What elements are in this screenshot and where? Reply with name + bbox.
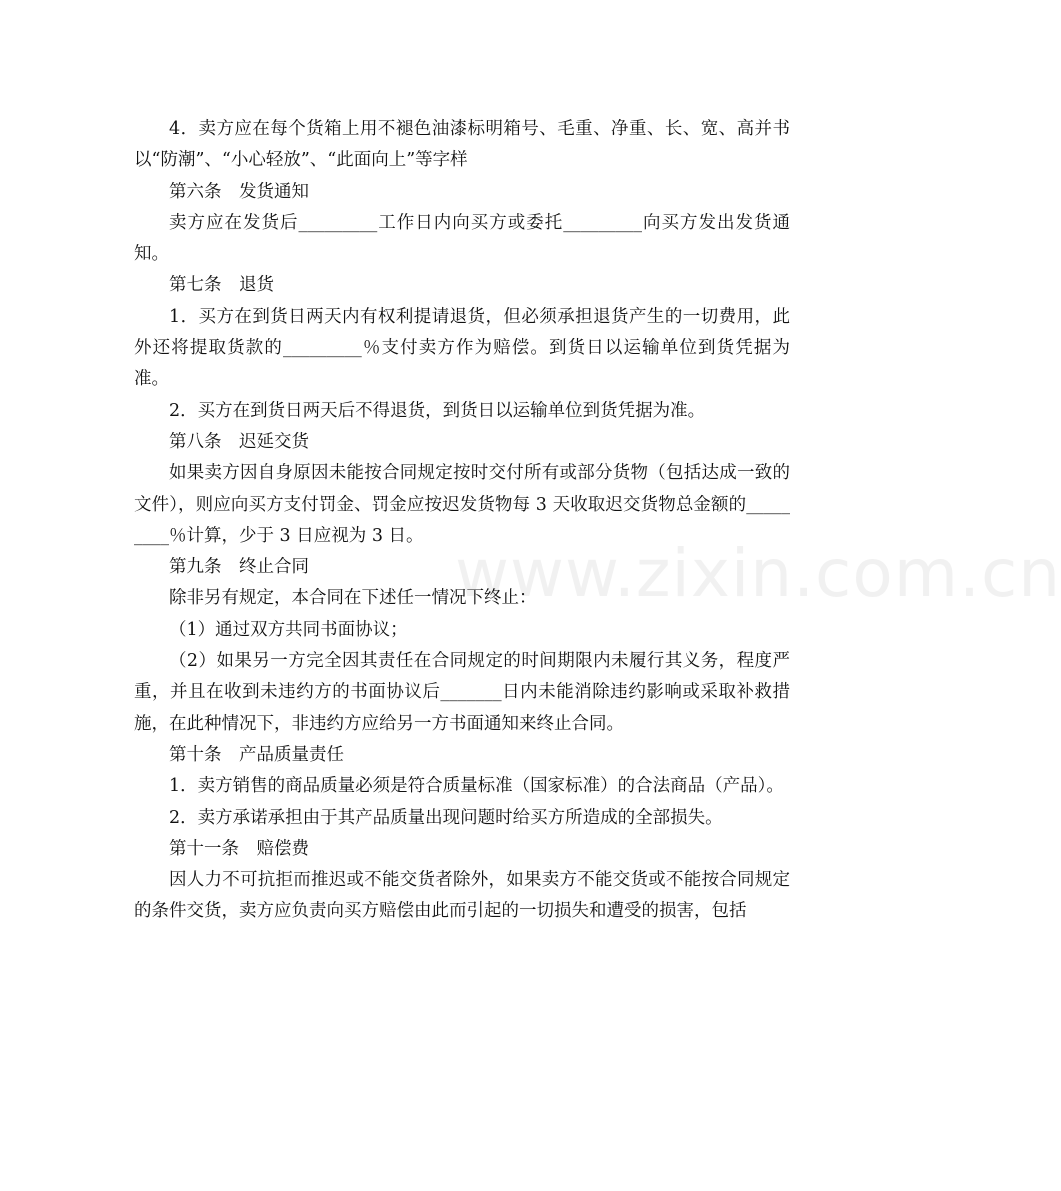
article-8-heading: 第八条 迟延交货 [169,431,309,452]
article-9-heading: 第九条 终止合同 [169,557,309,578]
article-6-text: 卖方应在发货后_________工作日内向买方或委托_________向买方发出发货通知。 [134,212,790,265]
article-8-text: 如果卖方因自身原因未能按合同规定按时交付所有或部分货物（包括达成一致的文件），则应向买方支付罚金、罚金应按迟发货物每 3 天收取迟交货物总金额的_________％计算，少于 3 日应视为 3 日。 [134,463,790,546]
article-10-item-1: 1．卖方销售的商品质量必须是符合质量标准（国家标准）的合法商品（产品）。 [169,776,784,797]
article-6-heading: 第六条 发货通知 [169,181,309,202]
article-10-heading: 第十条 产品质量责任 [169,744,344,765]
article-7-item-1: 1．买方在到货日两天内有权利提请退货，但必须承担退货产生的一切费用，此外还将提取货款的_________％支付卖方作为赔偿。到货日以运输单位到货凭据为准。 [134,306,790,390]
article-11-text: 因人力不可抗拒而推迟或不能交货者除外，如果卖方不能交货或不能按合同规定的条件交货，卖方应负责向买方赔偿由此而引起的一切损失和遭受的损害，包括 [134,870,790,922]
article-9-item-2: （2）如果另一方完全因其责任在合同规定的时间期限内未履行其义务，程度严重，并且在收到未违约方的书面协议后_______日内未能消除违约影响或采取补救措施，在此种情况下，非违约方应给另一方书面通知来终止合同。 [134,651,790,734]
watermark: www.zixin.com.cn [455,535,1061,612]
article-9-item-1: （1）通过双方共同书面协议； [169,619,408,640]
document-body [134,114,790,928]
article-7-item-2: 2．买方在到货日两天后不得退货，到货日以运输单位到货凭据为准。 [169,400,706,421]
article-10-item-2: 2．卖方承诺承担由于其产品质量出现问题时给买方所造成的全部损失。 [169,807,723,828]
article-7-heading: 第七条 退货 [169,275,274,296]
article-9-intro: 除非另有规定，本合同在下述任一情况下终止： [169,588,537,609]
clause-5-item-4: 4．卖方应在每个货箱上用不褪色油漆标明箱号、毛重、净重、长、宽、高并书以“防潮”、“小心轻放”、“此面向上”等字样 [134,119,790,171]
article-11-heading: 第十一条 赔偿费 [169,838,309,859]
